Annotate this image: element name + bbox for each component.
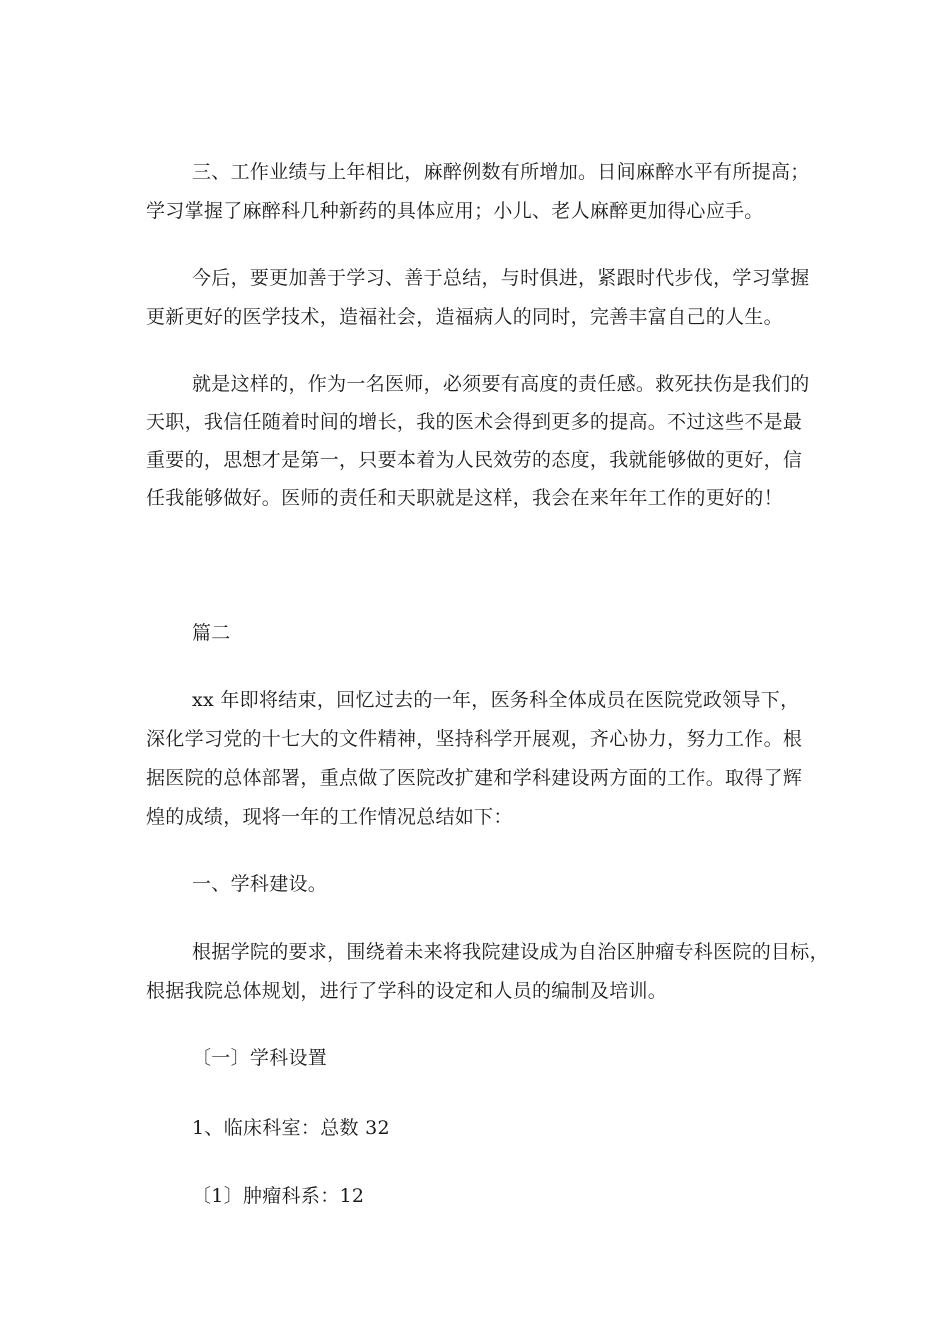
paragraph-3-line-4: 任我能够做好。医师的责任和天职就是这样，我会在来年年工作的更好的！ bbox=[146, 487, 783, 509]
paragraph-4-line-1: xx 年即将结束，回忆过去的一年，医务科全体成员在医院党政领导下， bbox=[192, 689, 800, 711]
paragraph-4-line-4: 煌的成绩，现将一年的工作情况总结如下： bbox=[146, 806, 513, 828]
paragraph-1-line-2: 学习掌握了麻醉科几种新药的具体应用；小儿、老人麻醉更加得心应手。 bbox=[146, 200, 764, 222]
paragraph-3-line-1: 就是这样的，作为一名医师，必须要有高度的责任感。救死扶伤是我们的 bbox=[192, 373, 810, 395]
paragraph-4-line-3: 据医院的总体部署，重点做了医院改扩建和学科建设两方面的工作。取得了辉 bbox=[146, 767, 803, 789]
heading-discipline-construction: 一、学科建设。 bbox=[192, 873, 328, 895]
section-title: 篇二 bbox=[192, 622, 231, 644]
paragraph-2-line-2: 更新更好的医学技术，造福社会，造福病人的同时，完善丰富自己的人生。 bbox=[146, 306, 783, 328]
paragraph-5-line-2: 根据我院总体规划，进行了学科的设定和人员的编制及培训。 bbox=[146, 980, 668, 1002]
subheading-discipline-setup: 〔一〕学科设置 bbox=[192, 1047, 328, 1069]
paragraph-1-line-1: 三、工作业绩与上年相比，麻醉例数有所增加。日间麻醉水平有所提高； bbox=[192, 161, 810, 183]
list-item-clinical-departments: 1、临床科室：总数 32 bbox=[192, 1117, 390, 1139]
list-item-oncology-departments: 〔1〕肿瘤科系：12 bbox=[192, 1185, 365, 1207]
paragraph-5-line-1: 根据学院的要求，围绕着未来将我院建设成为自治区肿瘤专科医院的目标， bbox=[192, 941, 829, 963]
paragraph-4-line-2: 深化学习党的十七大的文件精神，坚持科学开展观，齐心协力，努力工作。根 bbox=[146, 728, 803, 750]
paragraph-3-line-2: 天职，我信任随着时间的增长，我的医术会得到更多的提高。不过这些不是最 bbox=[146, 411, 803, 433]
paragraph-3-line-3: 重要的，思想才是第一，只要本着为人民效劳的态度，我就能够做的更好，信 bbox=[146, 449, 803, 471]
paragraph-2-line-1: 今后，要更加善于学习、善于总结，与时俱进，紧跟时代步伐，学习掌握 bbox=[192, 267, 810, 289]
